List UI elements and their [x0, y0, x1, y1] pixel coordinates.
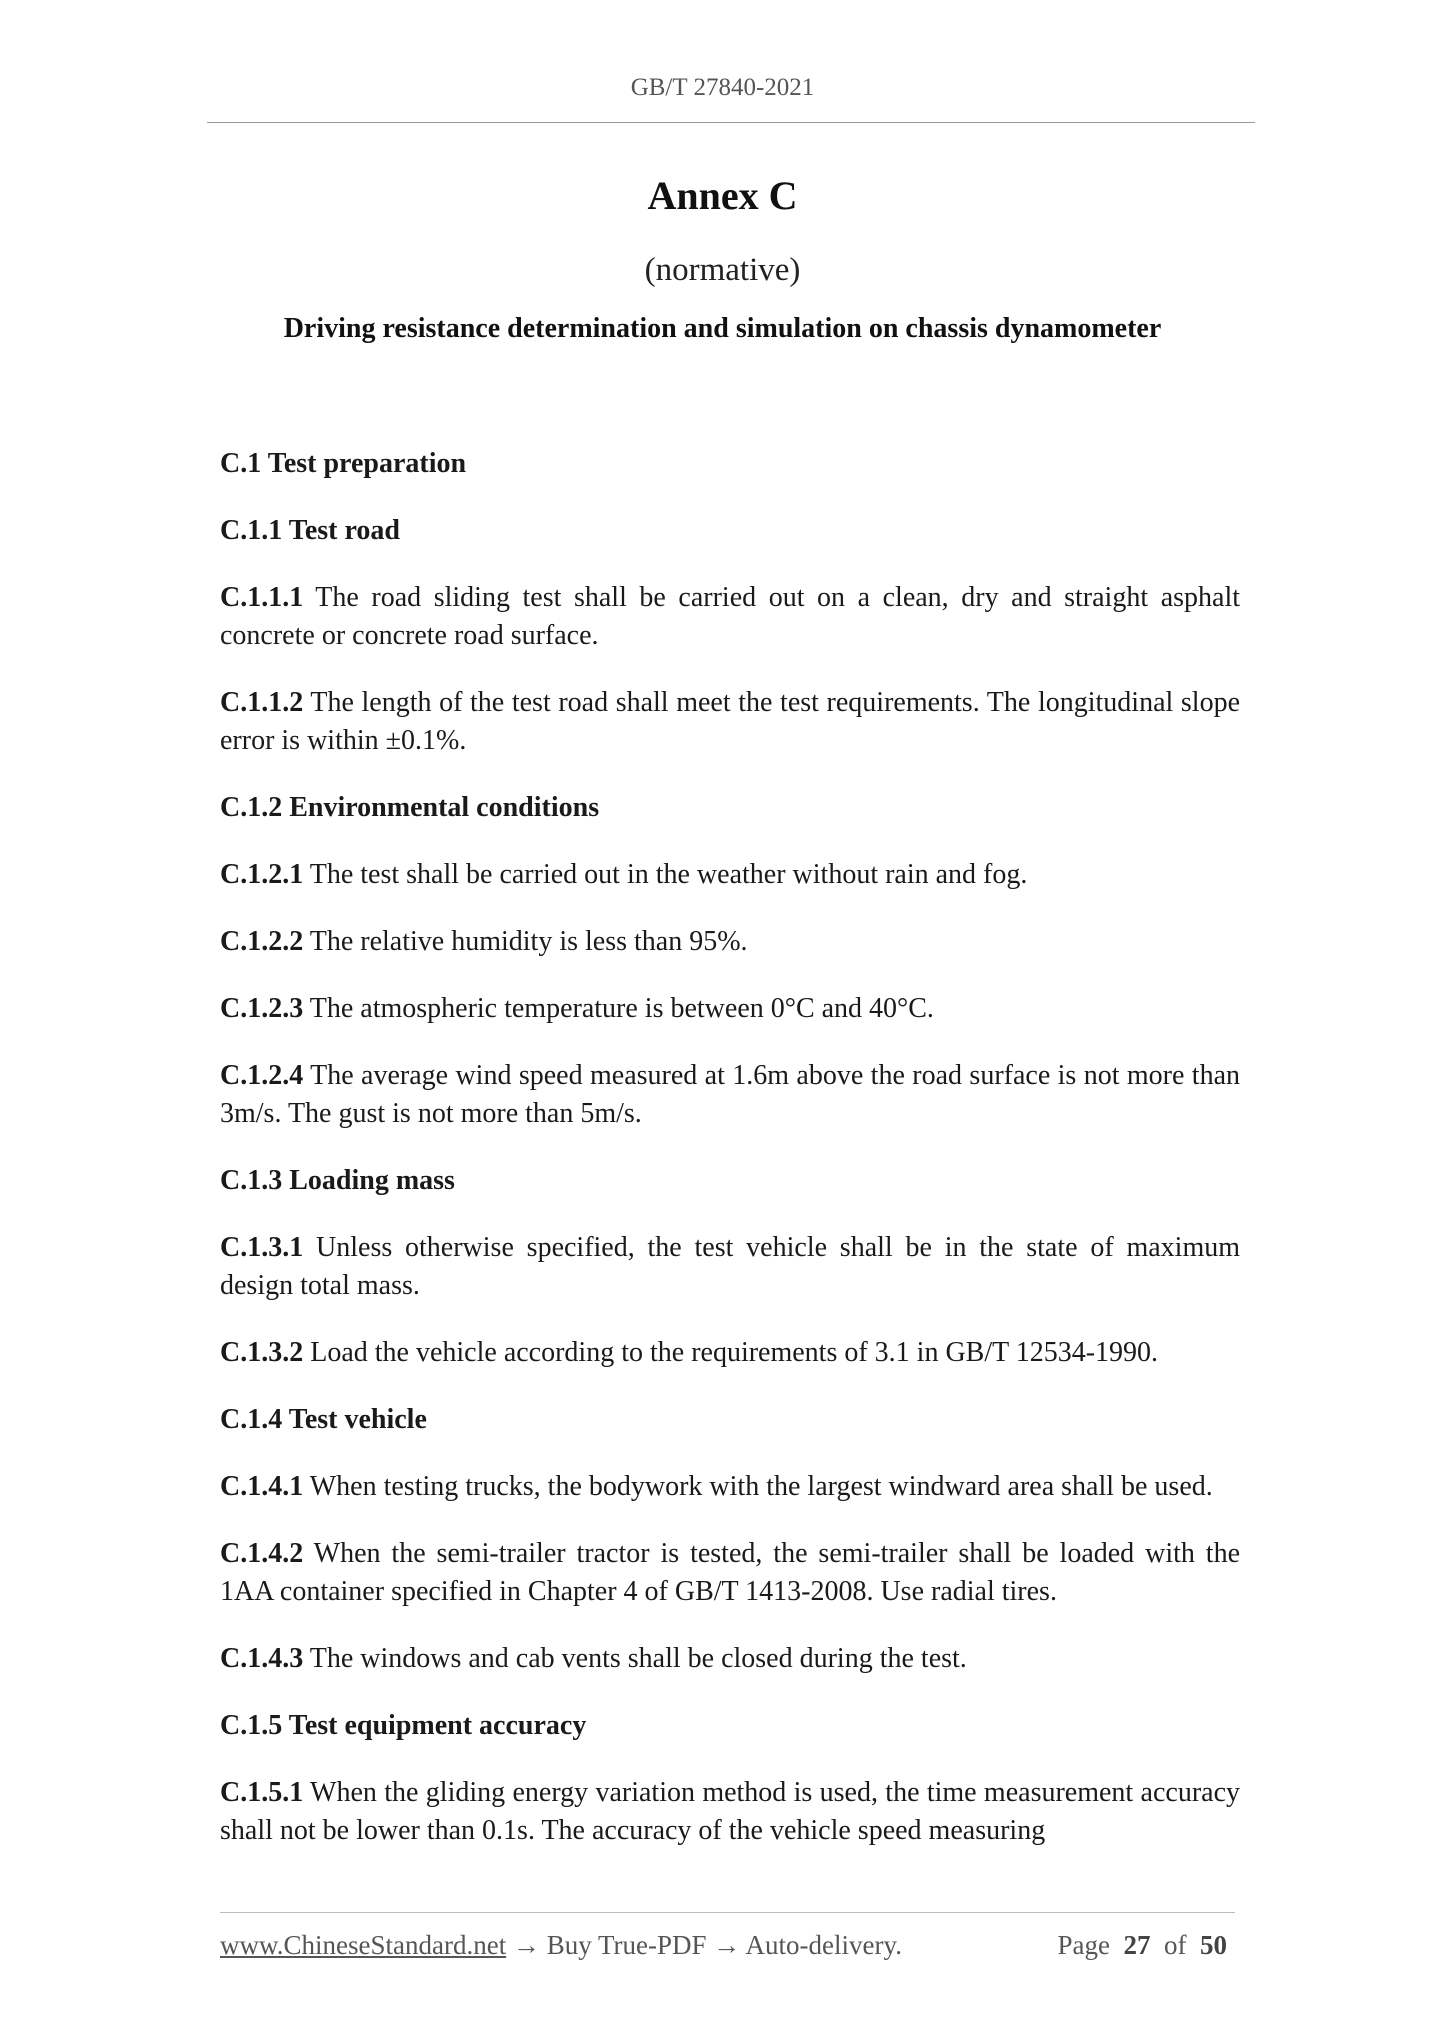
- clause-text: Unless otherwise specified, the test vehicle shall be in the state of maximum design total mass.: [220, 1232, 1240, 1301]
- section-heading: C.1.2 Environmental conditions: [220, 792, 600, 823]
- header-rule: [207, 122, 1255, 123]
- page-label: Page: [1057, 1930, 1110, 1960]
- document-body: [220, 445, 1240, 1879]
- clause-number: C.1.3.2: [220, 1337, 304, 1368]
- clause-paragraph: [220, 1774, 1240, 1850]
- page-total: 50: [1200, 1930, 1227, 1960]
- clause-text: The length of the test road shall meet the test requirements. The longitudinal slope error is within ±0.1%.: [220, 687, 1240, 756]
- clause-number: C.1.3.1: [220, 1232, 304, 1263]
- section-heading: C.1.3 Loading mass: [220, 1165, 455, 1196]
- clause-text: The atmospheric temperature is between 0°C and 40°C.: [303, 993, 934, 1024]
- clause-paragraph: [220, 990, 1240, 1028]
- section-heading: C.1 Test preparation: [220, 448, 467, 479]
- clause-text: The road sliding test shall be carried out on a clean, dry and straight asphalt concrete or concrete road surface.: [220, 582, 1240, 651]
- clause-number: C.1.4.3: [220, 1643, 304, 1674]
- clause-number: C.1.2.2: [220, 926, 304, 957]
- clause-text: When the gliding energy variation method is used, the time measurement accuracy shall not be lower than 0.1s. The accuracy of the vehicle speed measuring: [220, 1777, 1240, 1846]
- clause-paragraph: [220, 1468, 1240, 1506]
- clause-number: C.1.2.1: [220, 859, 304, 890]
- page-header: GB/T 27840-2021: [630, 74, 815, 101]
- annex-subtitle: Driving resistance determination and simulation on chassis dynamometer: [283, 313, 1162, 344]
- page-current: 27: [1123, 1930, 1151, 1960]
- clause-text: The test shall be carried out in the weather without rain and fog.: [303, 859, 1028, 890]
- clause-paragraph: [220, 1535, 1240, 1611]
- clause-paragraph: [220, 579, 1240, 655]
- clause-text: The windows and cab vents shall be closed during the test.: [303, 1643, 967, 1674]
- clause-text: When testing trucks, the bodywork with the largest windward area shall be used.: [303, 1471, 1213, 1502]
- clause-text: When the semi-trailer tractor is tested, the semi-trailer shall be loaded with the 1AA container specified in Chapter 4 of GB/T 1413-2008. Use radial tires.: [220, 1538, 1240, 1607]
- clause-text: The average wind speed measured at 1.6m above the road surface is not more than 3m/s. The gust is not more than 5m/s.: [220, 1060, 1240, 1129]
- clause-number: C.1.4.2: [220, 1538, 304, 1569]
- clause-paragraph: [220, 1334, 1240, 1372]
- clause-paragraph: [220, 856, 1240, 894]
- clause-paragraph: [220, 1229, 1240, 1305]
- annex-title: Annex C: [647, 173, 798, 218]
- promo-text: → Buy True-PDF → Auto-delivery.: [506, 1930, 902, 1960]
- clause-paragraph: [220, 1057, 1240, 1133]
- footer-rule: [220, 1912, 1235, 1913]
- clause-paragraph: [220, 923, 1240, 961]
- clause-number: C.1.1.1: [220, 582, 304, 613]
- page-number: [1058, 1930, 1227, 1961]
- page-of: of: [1164, 1930, 1187, 1960]
- clause-text: Load the vehicle according to the requirements of 3.1 in GB/T 12534-1990.: [303, 1337, 1159, 1368]
- section-heading: C.1.1 Test road: [220, 515, 400, 546]
- clause-number: C.1.2.3: [220, 993, 304, 1024]
- clause-text: The relative humidity is less than 95%.: [303, 926, 748, 957]
- site-link[interactable]: www.ChineseStandard.net: [220, 1930, 507, 1960]
- footer-left: [220, 1930, 902, 1961]
- clause-paragraph: [220, 684, 1240, 760]
- section-heading: C.1.4 Test vehicle: [220, 1404, 427, 1435]
- section-heading: C.1.5 Test equipment accuracy: [220, 1710, 587, 1741]
- clause-paragraph: [220, 1640, 1240, 1678]
- clause-number: C.1.5.1: [220, 1777, 304, 1808]
- clause-number: C.1.2.4: [220, 1060, 304, 1091]
- clause-number: C.1.4.1: [220, 1471, 304, 1502]
- annex-type: (normative): [644, 252, 801, 288]
- clause-number: C.1.1.2: [220, 687, 304, 718]
